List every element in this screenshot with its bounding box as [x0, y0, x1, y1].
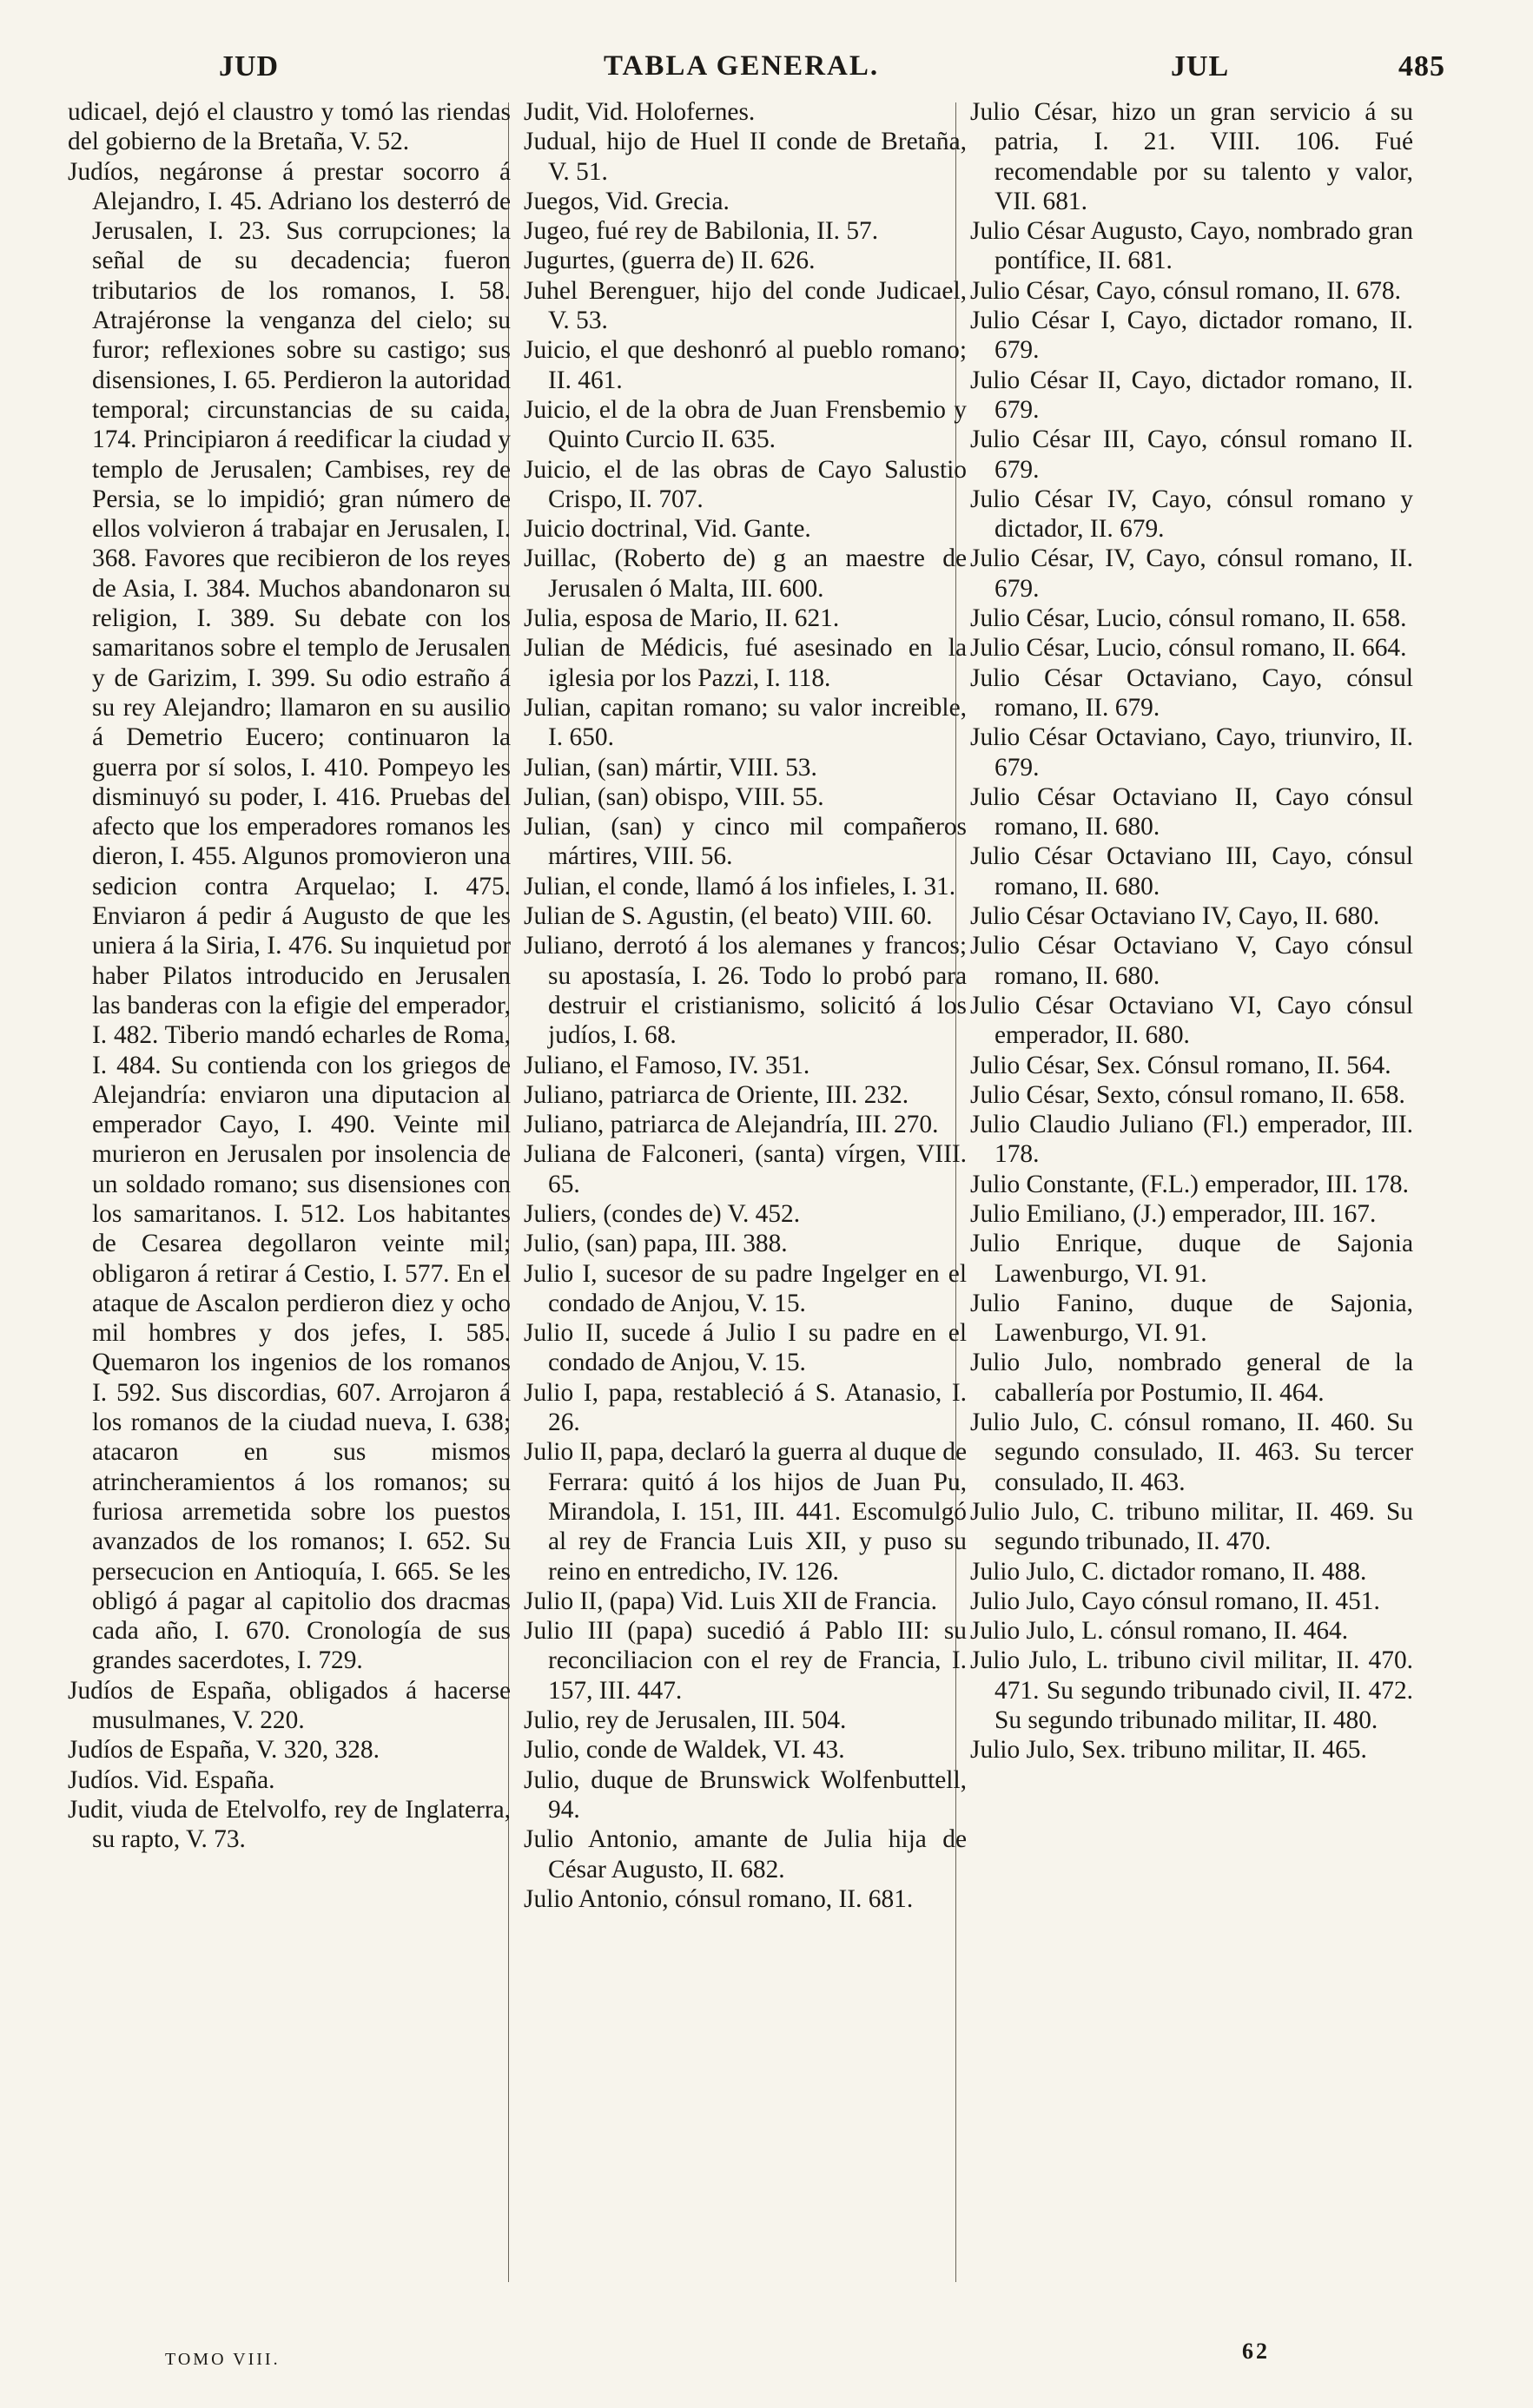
index-entry: Judual, hijo de Huel II conde de Bretaña, V. 51. [524, 128, 967, 186]
index-entry: Julio Antonio, amante de Julia hija de César Augusto, II. 682. [524, 1825, 967, 1884]
index-entry: Julio César, Sexto, cónsul romano, II. 658. [970, 1080, 1405, 1109]
index-entry: Julio Julo, L. cónsul romano, II. 464. [970, 1617, 1349, 1646]
index-entry: Juillac, (Roberto de) g an maestre de Jerusalen ó Malta, III. 600. [524, 544, 967, 603]
index-entry: Julio I, sucesor de su padre Ingelger en el condado de Anjou, V. 15. [524, 1259, 967, 1317]
index-entry: Julio César, Sex. Cónsul romano, II. 564. [970, 1051, 1391, 1079]
index-entry: Juicio, el de las obras de Cayo Salustio Crispo, II. 707. [524, 455, 967, 513]
index-entry: Judíos de España, V. 320, 328. [68, 1736, 380, 1765]
footer-volume: TOMO VIII. [165, 2350, 281, 2369]
index-entry: Julio Julo, nombrado general de la caballería por Postumio, II. 464. [970, 1349, 1413, 1407]
index-entry: Julio César, hizo un gran servicio á su patria, I. 21. VIII. 106. Fué recomendable por su talento y valor, VII. 681. [970, 98, 1413, 215]
index-entry: Julio Constante, (F.L.) emperador, III. 178. [970, 1170, 1409, 1198]
index-entry: Jugurtes, (guerra de) II. 626. [524, 247, 816, 275]
page-number: 485 [1398, 50, 1445, 82]
index-entry: Juliers, (condes de) V. 452. [524, 1199, 801, 1228]
index-entry: Judit, Vid. Holofernes. [524, 98, 756, 126]
index-entry: Juliana de Falconeri, (santa) vírgen, VIII. 65. [524, 1140, 967, 1198]
index-entry: Judit, viuda de Etelvolfo, rey de Inglaterra, su rapto, V. 73. [68, 1795, 511, 1854]
header-right-guide-word: JUL [1171, 50, 1230, 82]
index-entry: Julio Enrique, duque de Sajonia Lawenburgo, VI. 91. [970, 1230, 1413, 1288]
index-entry: Julio César Octaviano II, Cayo cónsul romano, II. 680. [970, 782, 1413, 841]
index-entry: Julio Julo, C. tribuno militar, II. 469. Su segundo tribunado, II. 470. [970, 1497, 1413, 1556]
index-entry: Juliano, derrotó á los alemanes y francos; su apostasía, I. 26. Todo lo probó para destruir el cristianismo, solicitó á los judíos, I. 68. [524, 932, 967, 1050]
index-entry: Juhel Berenguer, hijo del conde Judicael, V. 53. [524, 276, 967, 335]
index-entry: Julio II, (papa) Vid. Luis XII de Francia. [524, 1587, 937, 1615]
index-column-1 [68, 97, 511, 1855]
index-entry: Julio Julo, L. tribuno civil militar, II. 470. 471. Su segundo tribunado civil, II. 472. Su segundo tribunado militar, II. 480. [970, 1646, 1413, 1735]
index-entry: Julio Julo, C. cónsul romano, II. 460. Su segundo consulado, II. 463. Su tercer consulado, II. 463. [970, 1409, 1413, 1496]
index-entry: Julio César Augusto, Cayo, nombrado gran pontífice, II. 681. [970, 217, 1413, 275]
index-entry: Judíos de España, obligados á hacerse musulmanes, V. 220. [68, 1676, 511, 1735]
index-entry: Julio Emiliano, (J.) emperador, III. 167. [970, 1199, 1377, 1228]
index-entry: Juegos, Vid. Grecia. [524, 187, 730, 215]
index-entry: Judíos, negáronse á prestar socorro á Alejandro, I. 45. Adriano los desterró de Jerusalen, I. 23. Sus corrupciones; la señal de su decadencia; fueron tributarios de los romanos, I. 58. Atrajéronse la venganza del cielo; su furor; reflexiones sobre su castigo; sus disensiones, I. 65. Perdieron la autoridad temporal; circunstancias de su caida, 174. Principiaron á reedificar la ciudad y templo de Jerusalen; Cambises, rey de Persia, se lo impidió; gran número de ellos volvieron á trabajar en Jerusalen, I. 368. Favores que recibieron de los reyes de Asia, I. 384. Muchos abandonaron su religion, I. 389. Su debate con los samaritanos sobre el templo de Jerusalen y de Garizim, I. 399. Su odio estraño á su rey Alejandro; llamaron en su ausilio á Demetrio Eucero; continuaron la guerra por sí solos, I. 410. Pompeyo les disminuyó su poder, I. 416. Pruebas del afecto que los emperadores romanos les dieron, I. 455. Algunos promovieron una sedicion contra Arquelao; I. 475. Enviaron á pedir á Augusto de que les uniera á la Siria, I. 476. Su inquietud por haber Pilatos introducido en Jerusalen las banderas con la efigie del emperador, I. 482. Tiberio mandó echarles de Roma, I. 484. Su contienda con los griegos de Alejandría: enviaron una diputacion al emperador Cayo, I. 490. Veinte mil murieron en Jerusalen por insolencia de un soldado romano; sus disensiones con los samaritanos. I. 512. Los habitantes de Cesarea degollaron veinte mil; obligaron á retirar á Cestio, I. 577. En el ataque de Ascalon perdieron diez y ocho mil hombres y dos jefes, I. 585. Quemaron los ingenios de los romanos I. 592. Sus discordias, 607. Arrojaron á los romanos de la ciudad nueva, I. 638; atacaron en sus mismos atrincheramientos á los romanos; su furiosa arremetida sobre los puestos avanzados de los romanos; I. 652. Su persecucion en Antioquía, I. 665. Se les obligó á pagar al capitolio dos dracmas cada año, I. 670. Cronología de sus grandes sacerdotes, I. 729. [68, 157, 511, 1675]
index-entry: Julio César Octaviano V, Cayo cónsul romano, II. 680. [970, 932, 1413, 990]
index-entry: Julia, esposa de Mario, II. 621. [524, 604, 840, 633]
index-entry: Julio, duque de Brunswick Wolfenbuttell, 94. [524, 1765, 967, 1824]
index-entry: Julio Julo, Sex. tribuno militar, II. 465. [970, 1736, 1367, 1765]
index-entry: Julio Julo, Cayo cónsul romano, II. 451. [970, 1587, 1380, 1615]
index-entry: Julio Antonio, cónsul romano, II. 681. [524, 1884, 914, 1913]
index-entry: Julio II, sucede á Julio I su padre en el condado de Anjou, V. 15. [524, 1319, 967, 1377]
index-entry: Juicio, el que deshonró al pueblo romano; II. 461. [524, 336, 967, 394]
index-entry: Julio César IV, Cayo, cónsul romano y dictador, II. 679. [970, 485, 1413, 544]
index-entry: Julio César, Lucio, cónsul romano, II. 658. [970, 604, 1407, 633]
index-entry: Judíos. Vid. España. [68, 1765, 275, 1794]
index-entry: Juliano, patriarca de Alejandría, III. 270. [524, 1111, 939, 1139]
index-entry: Julio III (papa) sucedió á Pablo III: su reconciliacion con el rey de Francia, I. 157, III. 447. [524, 1617, 967, 1705]
index-entry: Julio, rey de Jerusalen, III. 504. [524, 1706, 847, 1735]
index-entry: Julio César II, Cayo, dictador romano, II. 679. [970, 366, 1413, 424]
index-entry: Julio I, papa, restableció á S. Atanasio, I. 26. [524, 1378, 967, 1437]
index-entry: Julio, (san) papa, III. 388. [524, 1230, 788, 1258]
footer-signature-mark: 62 [1242, 2339, 1270, 2364]
index-entry: udicael, dejó el claustro y tomó las riendas del gobierno de la Bretaña, V. 52. [68, 98, 511, 156]
index-entry: Julio César Octaviano III, Cayo, cónsul romano, II. 680. [970, 842, 1413, 901]
index-entry: Juliano, el Famoso, IV. 351. [524, 1051, 810, 1079]
index-entry: Julio Claudio Juliano (Fl.) emperador, III. 178. [970, 1111, 1413, 1169]
index-entry: Julian de S. Agustin, (el beato) VIII. 60. [524, 902, 933, 931]
index-entry: Julio César, Cayo, cónsul romano, II. 678. [970, 276, 1401, 305]
index-entry: Juicio, el de la obra de Juan Frensbemio y Quinto Curcio II. 635. [524, 395, 967, 454]
index-entry: Julio César I, Cayo, dictador romano, II. 679. [970, 307, 1413, 365]
header-title: TABLA GENERAL. [604, 50, 880, 82]
index-entry: Julio César, IV, Cayo, cónsul romano, II. 679. [970, 544, 1413, 603]
index-entry: Julio César Octaviano, Cayo, cónsul romano, II. 679. [970, 663, 1413, 722]
index-entry: Julian, (san) mártir, VIII. 53. [524, 753, 817, 782]
index-entry: Julio César III, Cayo, cónsul romano II. 679. [970, 426, 1413, 484]
index-column-2 [524, 97, 967, 1914]
index-entry: Juliano, patriarca de Oriente, III. 232. [524, 1080, 909, 1109]
index-column-3 [970, 97, 1413, 1765]
index-entry: Julian, (san) y cinco mil compañeros mártires, VIII. 56. [524, 813, 967, 871]
index-entry: Jugeo, fué rey de Babilonia, II. 57. [524, 217, 879, 246]
index-entry: Julio César, Lucio, cónsul romano, II. 664. [970, 634, 1407, 663]
index-entry: Julian, el conde, llamó á los infieles, I. 31. [524, 872, 956, 901]
index-entry: Julio, conde de Waldek, VI. 43. [524, 1736, 845, 1765]
index-entry: Julian, capitan romano; su valor increible, I. 650. [524, 693, 967, 752]
index-entry: Julio César Octaviano, Cayo, triunviro, II. 679. [970, 723, 1413, 782]
index-entry: Julio César Octaviano VI, Cayo cónsul emperador, II. 680. [970, 991, 1413, 1050]
index-entry: Julian, (san) obispo, VIII. 55. [524, 782, 824, 811]
index-entry: Julio César Octaviano IV, Cayo, II. 680. [970, 902, 1380, 931]
index-entry: Julian de Médicis, fué asesinado en la iglesia por los Pazzi, I. 118. [524, 634, 967, 692]
index-entry: Julio Julo, C. dictador romano, II. 488. [970, 1557, 1367, 1586]
index-entry: Julio Fanino, duque de Sajonia, Lawenburgo, VI. 91. [970, 1289, 1413, 1348]
index-entry: Juicio doctrinal, Vid. Gante. [524, 515, 811, 544]
header-left-guide-word: JUD [219, 50, 280, 82]
index-entry: Julio II, papa, declaró la guerra al duque de Ferrara: quitó á los hijos de Juan Pu, Mirandola, I. 151, III. 441. Escomulgó al rey de Francia Luis XII, y puso su reino en entredicho, IV. 126. [524, 1438, 967, 1586]
